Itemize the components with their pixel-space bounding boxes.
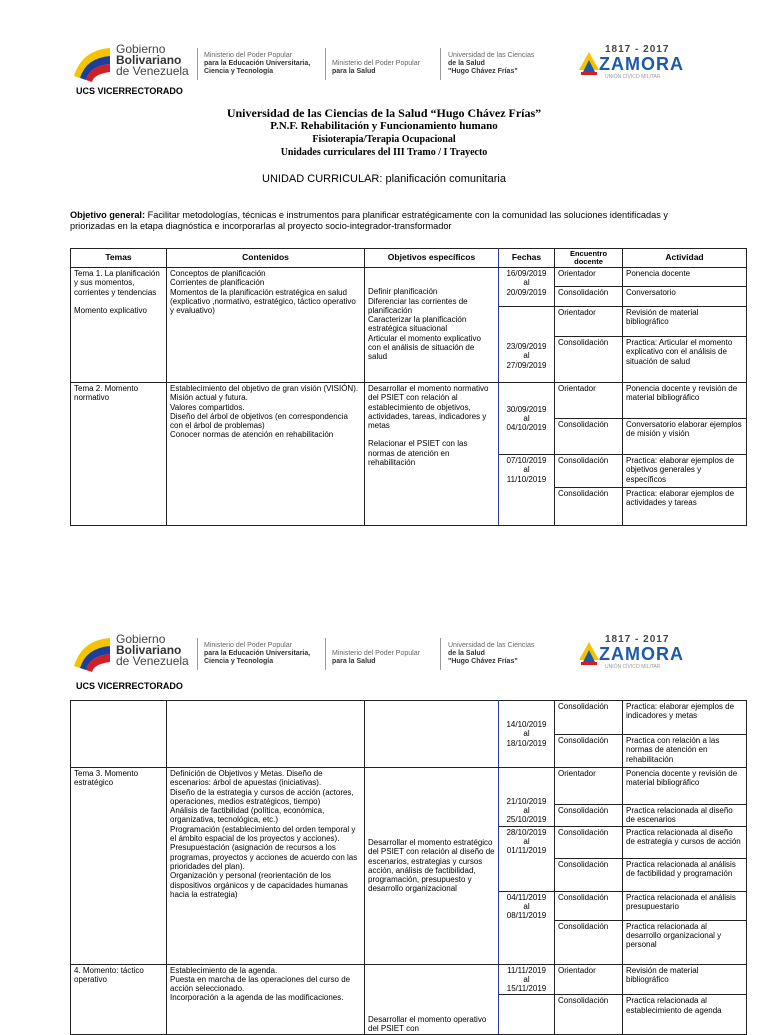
zamora-logo: 1817 - 2017 ZAMORA UNIÓN CÍVICO MILITAR [577, 44, 687, 86]
objetivo-general: Objetivo general: Facilitar metodologías, técnicas e instrumentos para planificar estratégicamente con la comunidad las soluciones identificadas y priorizadas en la etapa diagnóstica e incorporarlas al proyecto socio-integrador-transformador [70, 210, 669, 231]
table-cell-actividad: Practica relacionada al desarrollo organizacional y personal [623, 920, 747, 964]
table-cell-encuentro: Consolidación [555, 287, 623, 307]
col-temas: Temas [71, 249, 167, 268]
table-cell-encuentro: Orientador [555, 268, 623, 287]
table-cell-encuentro: Orientador [555, 768, 623, 805]
table-cell-actividad: Ponencia docente y revisión de material bibliográfico [623, 383, 747, 419]
table-cell-actividad: Conversatorio elaborar ejemplos de misión y visión [623, 419, 747, 455]
table-cell-encuentro: Consolidación [555, 920, 623, 964]
table-cell-encuentro: Consolidación [555, 995, 623, 1035]
table-cell-fecha: 07/10/2019 al 11/10/2019 [499, 455, 555, 526]
table-cell-actividad: Revisión de material bibliográfico [623, 964, 747, 995]
table-cell-contenido: Establecimiento del objetivo de gran visión (VISIÓN). Misión actual y futura. Valores compartidos. Diseño del árbol de objetivos (en correspondencia con el árbol de problemas) Conocer normas de atención en rehabilitación [167, 383, 365, 526]
table-cell-actividad: Ponencia docente [623, 268, 747, 287]
table-cell-encuentro: Consolidación [555, 805, 623, 827]
zamora-emblem-icon [577, 50, 601, 76]
table-cell-actividad: Practica: Articular el momento explicativo con el análisis de situación de salud [623, 337, 747, 383]
table-cell-encuentro: Consolidación [555, 419, 623, 455]
table-cell-actividad: Practica relacionada al diseño de escenarios [623, 805, 747, 827]
gobierno-wordmark: Gobierno Bolivariano de Venezuela [116, 42, 189, 78]
unidad-curricular: UNIDAD CURRICULAR: planificación comunitaria [262, 173, 506, 185]
table-cell-encuentro: Consolidación [555, 826, 623, 858]
program-name: P.N.F. Rehabilitación y Funcionamiento humano [270, 120, 498, 132]
table-cell-encuentro: Consolidación [555, 701, 623, 735]
ministry-health: Ministerio del Poder Popular para la Salud [332, 60, 420, 75]
table-cell-fecha: 04/11/2019 al 08/11/2019 [499, 891, 555, 964]
table-cell-contenido: Establecimiento de la agenda. Puesta en marcha de las operaciones del curso de acción seleccionado. Incorporación a la agenda de las modificaciones. [167, 964, 365, 1035]
table-cell-encuentro: Consolidación [555, 858, 623, 891]
table-cell-tema: Tema 1. La planificación y sus momentos, corrientes y tendencias Momento explicativo [71, 268, 167, 383]
table-cell-actividad: Practica relacionada el análisis presupuestario [623, 891, 747, 920]
col-fechas: Fechas [499, 249, 555, 268]
curriculum-table-1 [70, 248, 747, 526]
table-cell-tema [71, 701, 167, 768]
table-cell-objetivo: Desarrollar el momento operativo del PSIET con [365, 964, 499, 1035]
curriculum-table-2 [70, 700, 747, 1035]
table-cell-fecha: 21/10/2019 al 25/10/2019 [499, 768, 555, 827]
table-cell-encuentro: Consolidación [555, 891, 623, 920]
table-cell-tema: 4. Momento: táctico operativo [71, 964, 167, 1035]
table-cell-fecha: 23/09/2019 al 27/09/2019 [499, 307, 555, 383]
ministry-health: Ministerio del Poder Popular para la Salud [332, 650, 420, 665]
table-cell-tema: Tema 2. Momento normativo [71, 383, 167, 526]
table-cell-objetivo: Definir planificación Diferenciar las corrientes de planificación Caracterizar la planificación estratégica situacional Articular el momento explicativo con el análisis de situación de salud [365, 268, 499, 383]
table-cell-fecha [499, 995, 555, 1035]
zamora-emblem-icon [577, 640, 601, 666]
table-cell-actividad: Conversatorio [623, 287, 747, 307]
table-cell-encuentro: Consolidación [555, 488, 623, 526]
table-cell-encuentro: Consolidación [555, 337, 623, 383]
table-cell-fecha: 28/10/2019 al 01/11/2019 [499, 826, 555, 891]
header-banner-page-2 [72, 634, 692, 676]
header-banner [72, 44, 692, 86]
table-cell-actividad: Practica con relación a las normas de atención en rehabilitación [623, 735, 747, 768]
gobierno-flag-logo [72, 46, 112, 82]
col-actividad: Actividad [623, 249, 747, 268]
table-cell-encuentro: Orientador [555, 383, 623, 419]
ucs-vicerrectorado: UCS VICERRECTORADO [76, 681, 183, 691]
ministry-education: Ministerio del Poder Popular para la Educación Universitaria, Ciencia y Tecnología [204, 642, 311, 665]
university-name: Universidad de las Ciencias de la Salud "Hugo Chávez Frías" [448, 642, 535, 665]
zamora-logo: 1817 - 2017 ZAMORA UNIÓN CÍVICO MILITAR [577, 634, 687, 676]
table-cell-actividad: Practica: elaborar ejemplos de indicadores y metas [623, 701, 747, 735]
table-cell-encuentro: Orientador [555, 964, 623, 995]
ministry-education: Ministerio del Poder Popular para la Educación Universitaria, Ciencia y Tecnología [204, 52, 311, 75]
specialty: Fisioterapia/Terapia Ocupacional [312, 134, 456, 145]
table-cell-encuentro: Orientador [555, 307, 623, 337]
col-encuentro: Encuentro docente [555, 249, 623, 268]
table-cell-contenido: Conceptos de planificación Corrientes de planificación Momentos de la planificación estratégica en salud (explicativo ,normativo, estratégico, táctico operativo y evaluativo) [167, 268, 365, 383]
col-objetivos: Objetivos específicos [365, 249, 499, 268]
table-cell-contenido: Definición de Objetivos y Metas. Diseño de escenarios: árbol de apuestas (iniciativas). Diseño de la estrategia y cursos de acción (actores, operaciones, medios estratégicos, tiempo) Análisis de factibilidad (política, económica, organizativa, tecnológica, etc.) Programación (establecimiento del orden temporal y el ámbito espacial de los proyectos y acciones). Presupuestación (asignación de recursos a los programas, proyectos y acciones de acuerdo con las prioridades del plan). Organización y personal (reorientación de los dispositivos orgánicos y de capacidades humanas hacia la estrategia) [167, 768, 365, 965]
table-cell-actividad: Practica relacionada al diseño de estrategia y cursos de acción [623, 826, 747, 858]
table-cell-objetivo: Desarrollar el momento normativo del PSIET con relación al establecimiento de objetivos, actividades, tareas, indicadores y metas Relacionar el PSIET con las normas de atención en rehabilitación [365, 383, 499, 526]
col-contenidos: Contenidos [167, 249, 365, 268]
university-name: Universidad de las Ciencias de la Salud "Hugo Chávez Frías" [448, 52, 535, 75]
table-cell-tema: Tema 3. Momento estratégico [71, 768, 167, 965]
table-cell-fecha: 30/09/2019 al 04/10/2019 [499, 383, 555, 455]
page-title: Universidad de las Ciencias de la Salud “Hugo Chávez Frías” [226, 106, 542, 120]
ucs-vicerrectorado: UCS VICERRECTORADO [76, 86, 183, 96]
table-cell-actividad: Ponencia docente y revisión de material bibliográfico [623, 768, 747, 805]
table-cell-fecha: 11/11/2019 al 15/11/2019 [499, 964, 555, 995]
table-cell-contenido [167, 701, 365, 768]
table-cell-actividad: Practica: elaborar ejemplos de objetivos generales y específicos [623, 455, 747, 488]
table-cell-objetivo: Desarrollar el momento estratégico del PSIET con relación al diseño de escenarios, estrategias y cursos acción, análisis de factibilidad, programación, presupuesto y desarrollo organizacional [365, 768, 499, 965]
table-cell-actividad: Practica relacionada al análisis de factibilidad y programación [623, 858, 747, 891]
table-cell-actividad: Revisión de material bibliográfico [623, 307, 747, 337]
table-cell-encuentro: Consolidación [555, 455, 623, 488]
table-cell-objetivo [365, 701, 499, 768]
table-cell-fecha: 14/10/2019 al 18/10/2019 [499, 701, 555, 768]
tramo-trayecto: Unidades curriculares del III Tramo / I Trayecto [280, 147, 488, 158]
table-cell-actividad: Practica: elaborar ejemplos de actividades y tareas [623, 488, 747, 526]
gobierno-flag-logo [72, 636, 112, 672]
table-cell-actividad: Practica relacionada al establecimiento de agenda [623, 995, 747, 1035]
table-cell-fecha: 16/09/2019 al 20/09/2019 [499, 268, 555, 307]
table-cell-encuentro: Consolidación [555, 735, 623, 768]
gobierno-wordmark: Gobierno Bolivariano de Venezuela [116, 632, 189, 668]
